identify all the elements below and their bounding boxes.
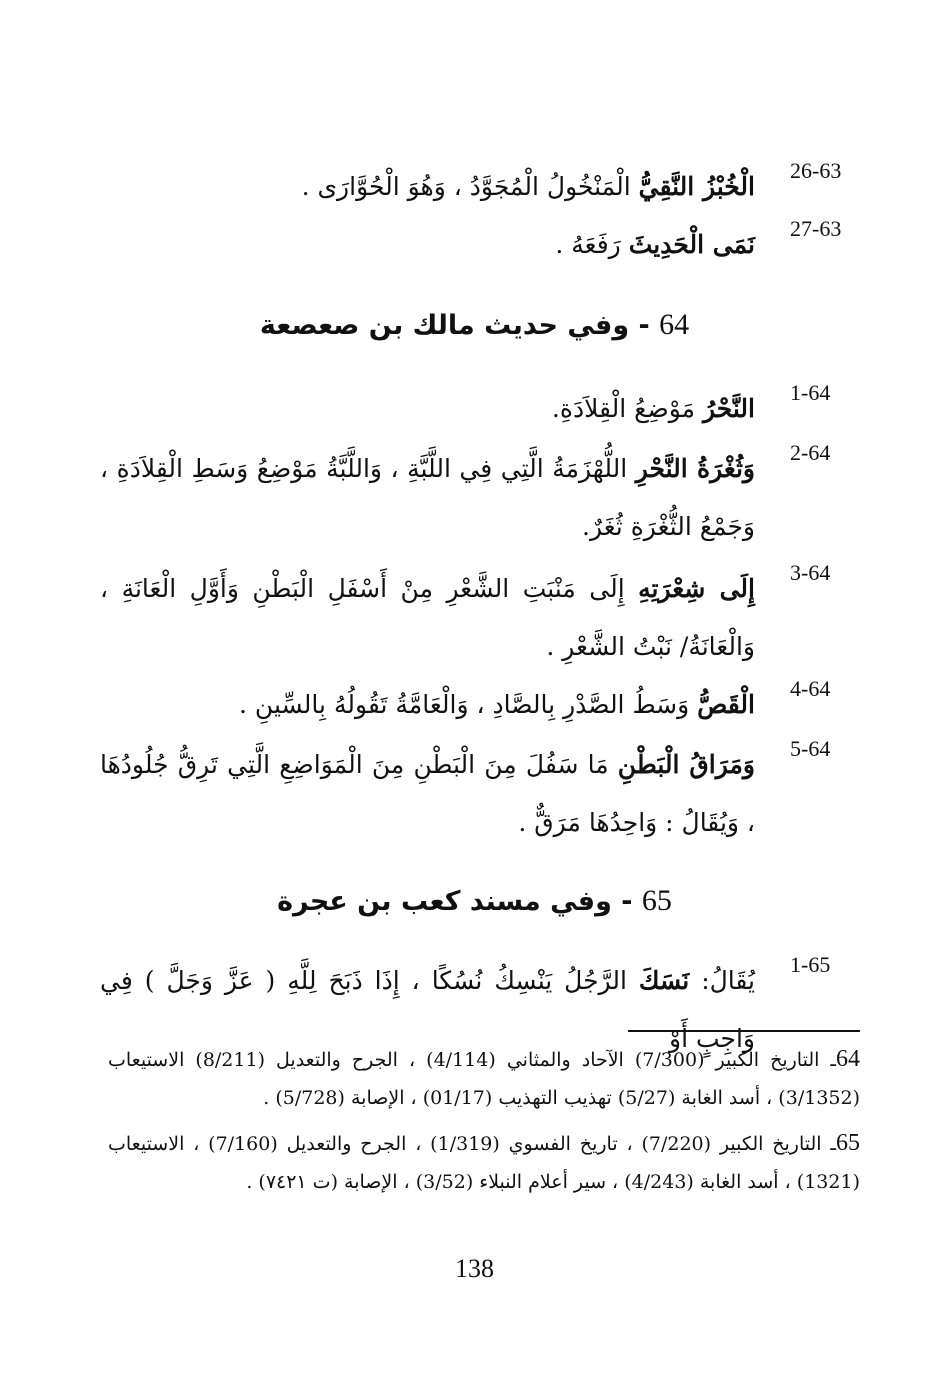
section-heading-64: [0, 308, 949, 342]
entry-definition: إِلَى مَنْبَتِ الشَّعْرِ مِنْ أَسْفَلِ الْبَطْنِ وَأَوَّلِ الْعَانَةِ ، وَالْعَانَةُ/ نَبْتُ الشَّعْرِ .: [100, 574, 755, 661]
entry-number: 26-63: [790, 158, 842, 183]
entry-term: نَمَى الْحَدِيثَ: [628, 230, 755, 259]
entry-number: 4-64: [790, 676, 831, 701]
entry-term: وَمَرَاقُ الْبَطْنِ: [617, 750, 755, 779]
entry-definition: وَسَطُ الصَّدْرِ بِالصَّادِ ، وَالْعَامَّةُ تَقُولُهُ بِالسِّينِ .: [239, 690, 690, 719]
entry-text: [100, 736, 755, 852]
footnote-number: 65: [836, 1130, 860, 1156]
footnote-65: [108, 1124, 860, 1201]
entry-text: [100, 676, 755, 734]
page-number: 138: [455, 1254, 494, 1283]
entry-definition: اللُّهْزَمَةُ الَّتِي فِي اللَّبَّةِ ، وَاللَّبَّةُ مَوْضِعُ وَسَطِ الْقِلاَدَةِ ، وَجَمْعُ الثُّغْرَةِ ثُغَرٌ.: [100, 454, 755, 541]
entry-number: 5-64: [790, 736, 831, 761]
entry-text: [100, 440, 755, 556]
entry-number: 1-65: [790, 952, 831, 977]
section-number: 65: [641, 884, 672, 917]
footnote-divider: [628, 1030, 860, 1032]
entry-text: [100, 560, 755, 676]
entry-4-64: [100, 676, 860, 734]
entry-term: النَّحْرُ: [702, 394, 755, 423]
entry-26-63: [100, 158, 860, 216]
section-number: 64: [659, 308, 690, 341]
entry-term: وَثُغْرَةُ النَّحْرِ: [635, 454, 755, 483]
entry-term: الْقَصُّ: [697, 690, 755, 719]
section-title: - وفي حديث مالك بن صعصعة: [259, 310, 650, 341]
entry-definition: مَوْضِعُ الْقِلاَدَةِ.: [551, 394, 695, 423]
entry-text: [100, 158, 755, 216]
entry-term: نَسَكَ: [638, 966, 690, 995]
entry-term: الْخُبْزُ النَّقِيُّ: [638, 172, 755, 201]
entry-definition: الرَّجُلُ يَنْسِكُ نُسُكًا ، إِذَا ذَبَحَ لِلَّهِ ( عَزَّ وَجَلَّ ) فِي وَاجِبٍ أَوْ: [100, 966, 755, 1053]
entry-number: 1-64: [790, 380, 831, 405]
entry-text: [100, 216, 755, 274]
entry-definition: مَا سَفُلَ مِنَ الْبَطْنِ مِنَ الْمَوَاضِعِ الَّتِي تَرِقُّ جُلُودُهَا ، وَيُقَالُ : وَاحِدُهَا مَرَقٌّ .: [100, 750, 755, 837]
entry-number: 3-64: [790, 560, 831, 585]
footnote-text: ـ التاريخ الكبير (7/300) الآحاد والمثاني (4/114) ، الجرح والتعديل (8/211) الاستيعاب (3/1352) ، أسد الغابة (5/27) تهذيب التهذيب (01/17) ، الإصابة (5/728) .: [108, 1049, 860, 1109]
footnote-text: ـ التاريخ الكبير (7/220) ، تاريخ الفسوي (1/319) ، الجرح والتعديل (7/160) ، الاستيعاب (1321) ، أسد الغابة (4/243) ، سير أعلام النبلاء (3/52) ، الإصابة (ت ٧٤٢١) .: [108, 1133, 860, 1193]
entry-2-64: [100, 440, 860, 556]
section-heading-65: [0, 884, 949, 918]
entry-27-63: [100, 216, 860, 274]
entry-number: 27-63: [790, 216, 842, 241]
footnote-64: [108, 1040, 860, 1117]
entry-term: إِلَى شِعْرَتِهِ: [638, 574, 755, 603]
entry-1-64: [100, 380, 860, 438]
entry-text: [100, 380, 755, 438]
entry-5-64: [100, 736, 860, 852]
entry-definition: الْمَنْخُولُ الْمُجَوَّدُ ، وَهُوَ الْحُوَّارَى .: [301, 172, 631, 201]
entry-number: 2-64: [790, 440, 831, 465]
entry-definition: رَفَعَهُ .: [555, 230, 621, 259]
entry-3-64: [100, 560, 860, 676]
entry-prefix: يُقَالُ:: [701, 966, 755, 995]
section-title: - وفي مسند كعب بن عجرة: [277, 886, 633, 917]
footnote-number: 64: [836, 1046, 860, 1072]
